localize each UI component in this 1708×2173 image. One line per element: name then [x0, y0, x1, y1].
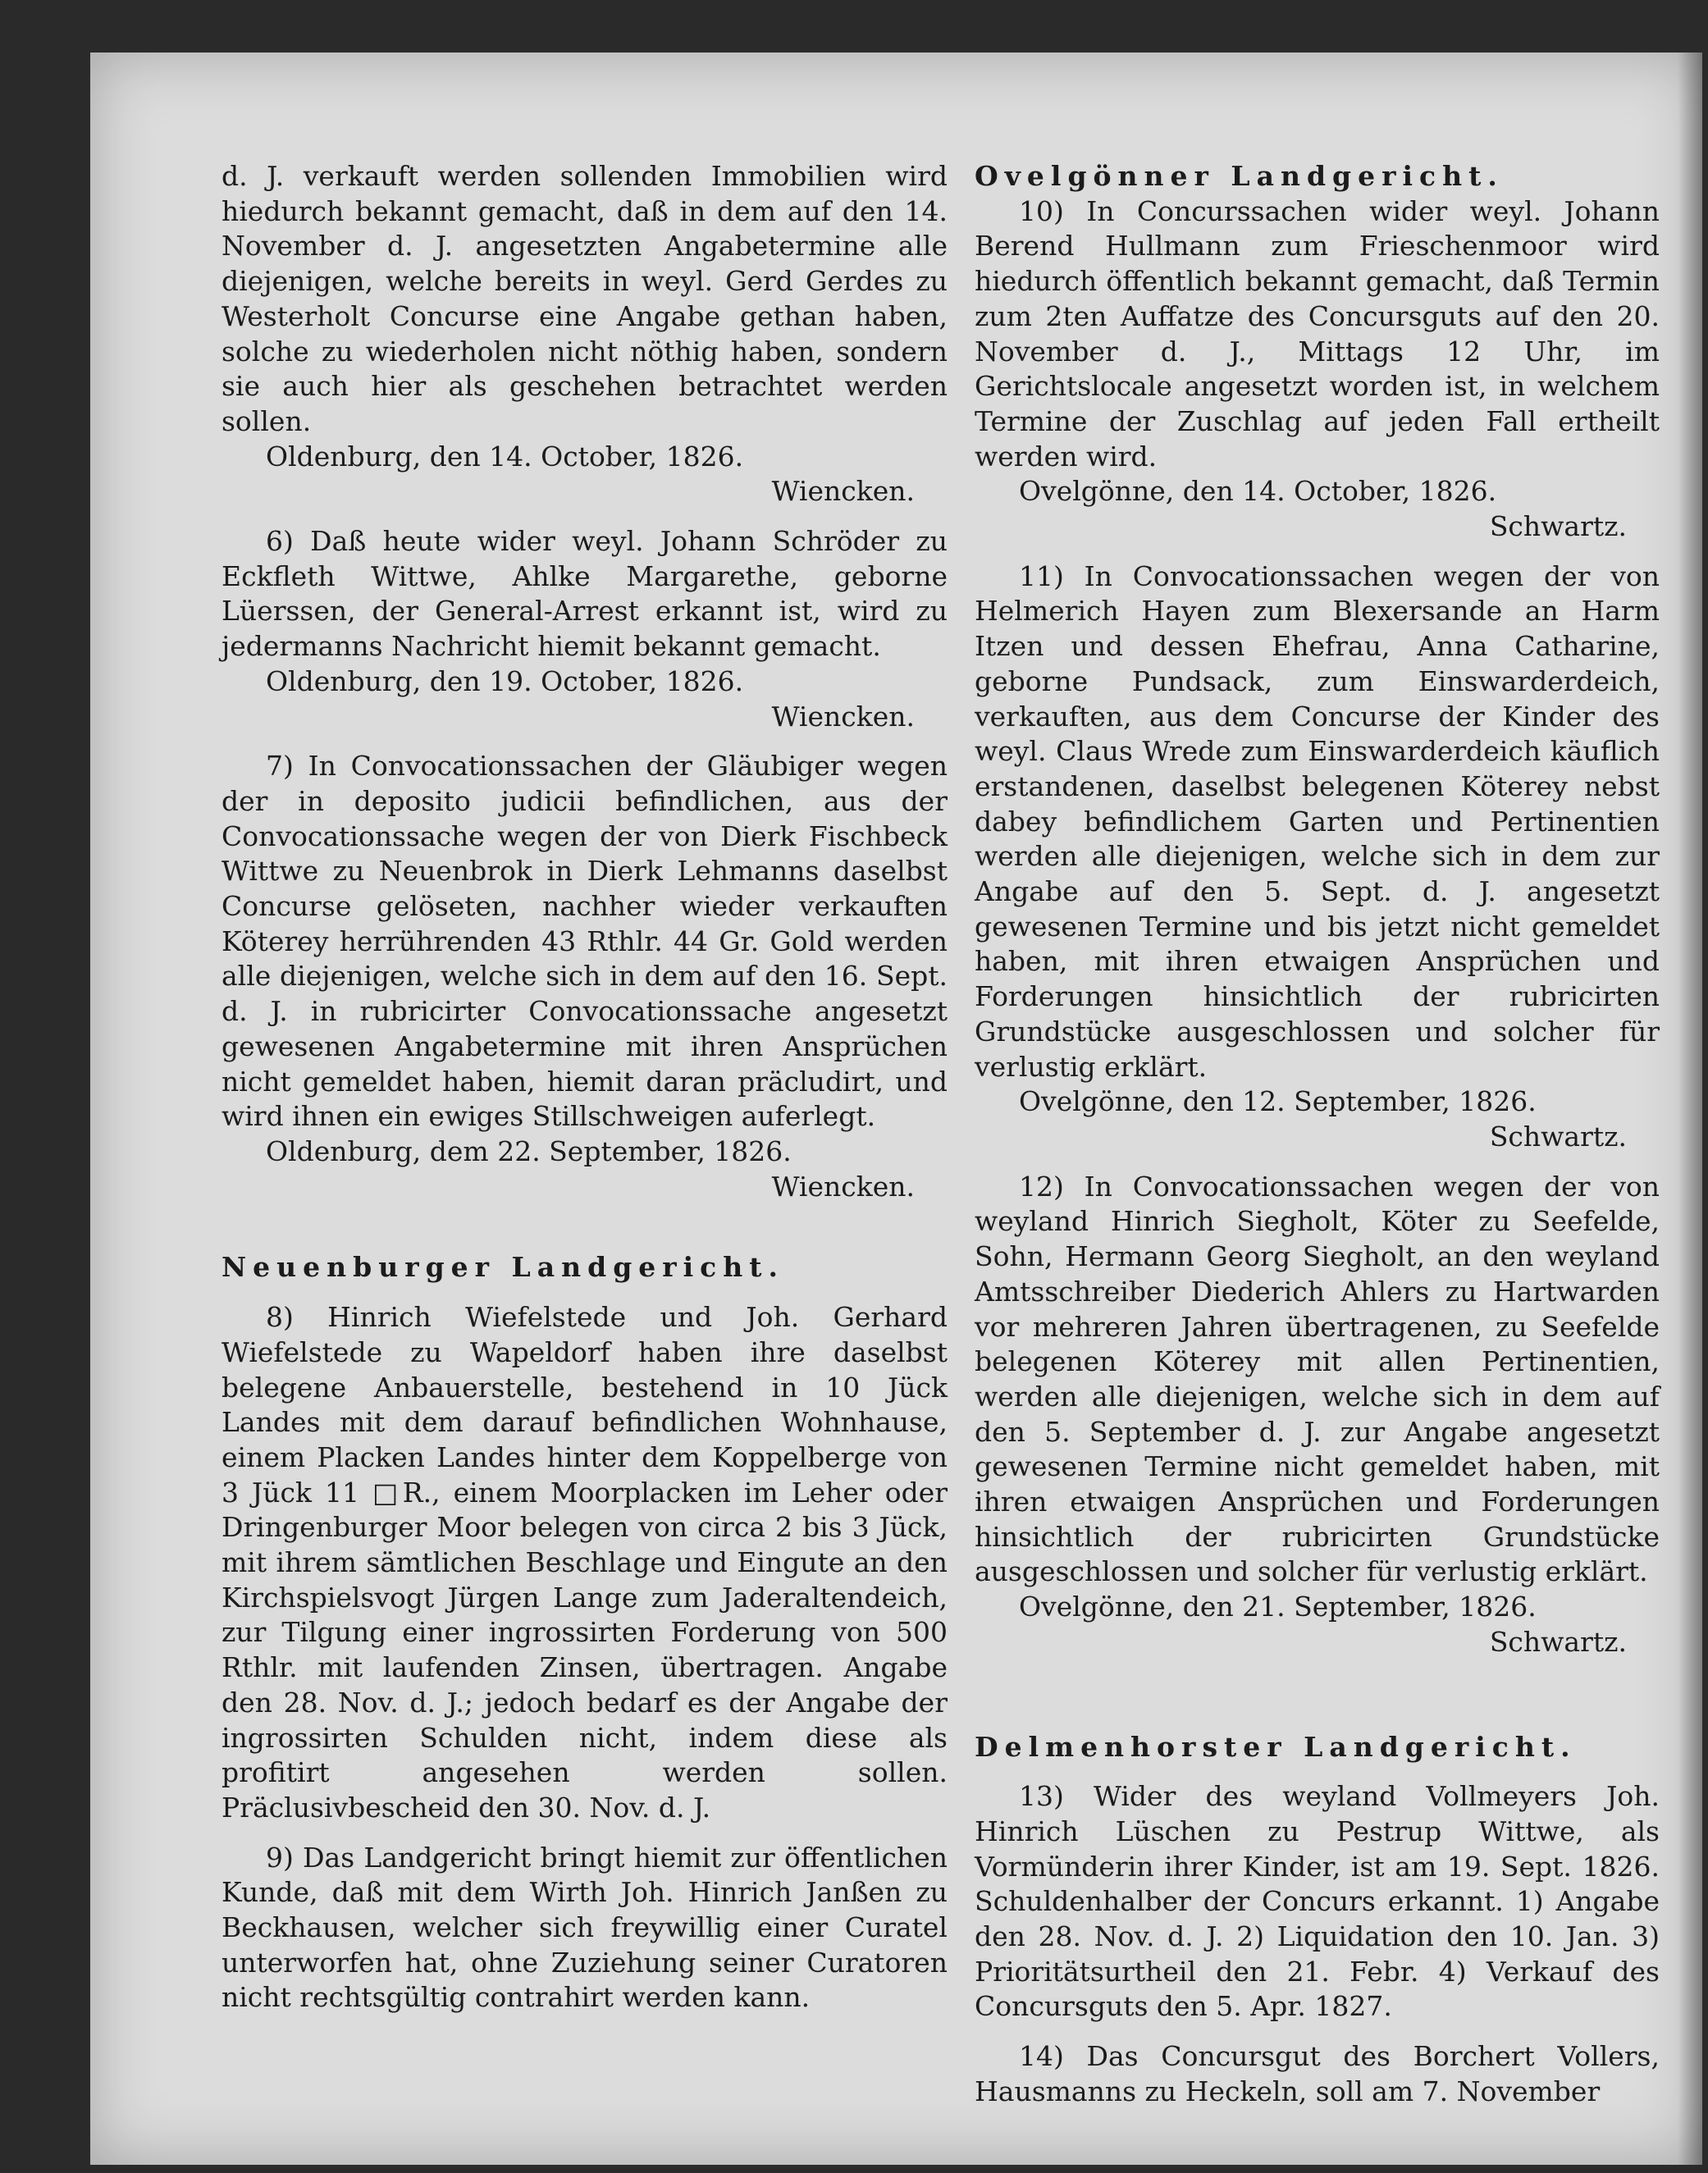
- signature: Wiencken.: [771, 1170, 915, 1203]
- paragraph-14: 14) Das Concursgut des Borchert Vollers, Hausmanns zu Heckeln, soll am 7. November: [975, 2040, 1660, 2107]
- paragraph-8: 8) Hinrich Wiefelstede und Joh. Gerhard Wiefelstede zu Wapeldorf haben ihre daselbst belegene Anbauerstelle, bestehend in 10 Jück Landes mit dem darauf befindlichen Wohnhause, einem Placken Landes hinter dem Koppelberge von 3 Jück 11 □R., einem Moorplacken im Leher oder Dringenburger Moor belegen von circa 2 bis 3 Jück, mit ihrem sämtlichen Beschlage und Eingute an den Kirchspielsvogt Jürgen Lange zum Jaderaltendeich, zur Tilgung einer ingrossirten Forderung von 500 Rthlr. mit laufenden Zinsen, übertragen. Angabe den 28. Nov. d. J.; jedoch bedarf es der Angabe der ingrossirten Schulden nicht, indem diese als profitirt angesehen werden sollen. Präclusivbescheid den 30. Nov. d. J.: [221, 1301, 948, 1824]
- left-column: [221, 159, 948, 2016]
- paragraph-11: 11) In Convocationssachen wegen der von Helmerich Hayen zum Blexersande an Harm Itzen und dessen Ehefrau, Anna Catharine, geborne Pundsack, zum Einswarderdeich, verkauften, aus dem Concurse der Kinder des weyl. Claus Wrede zum Einswarderdeich käuflich erstandenen, daselbst belegenen Köterey nebst dabey befindlichem Garten und Pertinentien werden alle diejenigen, welche sich in dem zur Angabe auf den 5. Sept. d. J. angesetzt gewesenen Termine und bis jetzt nicht gemeldet haben, mit ihren etwaigen Ansprüchen und Forderungen hinsichtlich der rubricirten Grundstücke ausgeschlossen und solcher für verlustig erklärt.: [975, 559, 1660, 1083]
- dateline: Oldenburg, den 19. October, 1826.: [266, 664, 744, 697]
- paragraph-12: 12) In Convocationssachen wegen der von weyland Hinrich Siegholt, Köter zu Seefelde, Sohn, Hermann Georg Siegholt, an den weyland Amtsschreiber Diederich Ahlers zu Hartwarden vor mehreren Jahren übertragenen, zu Seefelde belegenen Köterey mit allen Pertinentien, werden alle diejenigen, welche sich in dem auf den 5. September d. J. zur Angabe angesetzt gewesenen Termine nicht gemeldet haben, mit ihren etwaigen Ansprüchen und Forderungen hinsichtlich der rubricirten Grundstücke ausgeschlossen und solcher für verlustig erklärt.: [975, 1170, 1660, 1588]
- section-heading: Neuenburger Landgericht.: [221, 1251, 785, 1284]
- signature: Wiencken.: [771, 475, 915, 508]
- dateline: Ovelgönne, den 12. September, 1826.: [1019, 1085, 1537, 1118]
- dateline: Ovelgönne, den 14. October, 1826.: [1019, 475, 1497, 508]
- dateline: Oldenburg, den 14. October, 1826.: [266, 440, 744, 472]
- paragraph-6: 6) Daß heute wider weyl. Johann Schröder zu Eckfleth Wittwe, Ahlke Margarethe, geborne Lüerssen, der General-Arrest erkannt ist, wird zu jedermanns Nachricht hiemit bekannt gemacht.: [221, 525, 948, 663]
- signature: Schwartz.: [1489, 1120, 1627, 1153]
- dateline: Oldenburg, dem 22. September, 1826.: [266, 1134, 792, 1167]
- paragraph-7: 7) In Convocationssachen der Gläubiger wegen der in deposito judicii befindlichen, aus der Convocationssache wegen der von Dierk Fischbeck Wittwe zu Neuenbrok in Dierk Lehmanns daselbst Concurse gelöseten, nachher wieder verkauften Köterey herrührenden 43 Rthlr. 44 Gr. Gold werden alle diejenigen, welche sich in dem auf den 16. Sept. d. J. in rubricirter Convocationssache angesetzt gewesenen Angabetermine mit ihren Ansprüchen nicht gemeldet haben, hiemit daran präcludirt, und wird ihnen ein ewiges Stillschweigen auferlegt.: [221, 750, 948, 1133]
- section-heading: Ovelgönner Landgericht.: [975, 160, 1504, 192]
- signature: Schwartz.: [1489, 1625, 1627, 1658]
- paragraph-13: 13) Wider des weyland Vollmeyers Joh. Hinrich Lüschen zu Pestrup Wittwe, als Vormünderin ihrer Kinder, ist am 19. Sept. 1826. Schuldenhalber der Concurs erkannt. 1) Angabe den 28. Nov. d. J. 2) Liquidation den 10. Jan. 3) Prioritätsurtheil den 21. Febr. 4) Verkauf des Concursguts den 5. Apr. 1827.: [975, 1780, 1660, 2023]
- section-heading: Delmenhorster Landgericht.: [975, 1730, 1577, 1763]
- right-column: [975, 159, 1660, 2110]
- signature: Wiencken.: [771, 700, 915, 733]
- paragraph-10: 10) In Concurssachen wider weyl. Johann Berend Hullmann zum Frieschenmoor wird hiedurch öffentlich bekannt gemacht, daß Termin zum 2ten Auffatze des Concursguts auf den 20. November d. J., Mittags 12 Uhr, im Gerichtslocale angesetzt worden ist, in welchem Termine der Zuschlag auf jeden Fall ertheilt werden wird.: [975, 194, 1660, 472]
- signature: Schwartz.: [1489, 510, 1627, 543]
- paragraph-9: 9) Das Landgericht bringt hiemit zur öffentlichen Kunde, daß mit dem Wirth Joh. Hinrich Janßen zu Beckhausen, welcher sich freywillig einer Curatel unterworfen hat, ohne Zuziehung seiner Curatoren nicht rechtsgültig contrahirt werden kann.: [221, 1841, 948, 2014]
- paragraph-continuation: d. J. verkauft werden sollenden Immobilien wird hiedurch bekannt gemacht, daß in dem auf den 14. November d. J. angesetzten Angabetermine alle diejenigen, welche bereits in weyl. Gerd Gerdes zu Westerholt Concurse eine Angabe gethan haben, solche zu wiederholen nicht nöthig haben, sondern sie auch hier als geschehen betrachtet werden sollen.: [221, 160, 948, 437]
- dateline: Ovelgönne, den 21. September, 1826.: [1019, 1591, 1537, 1623]
